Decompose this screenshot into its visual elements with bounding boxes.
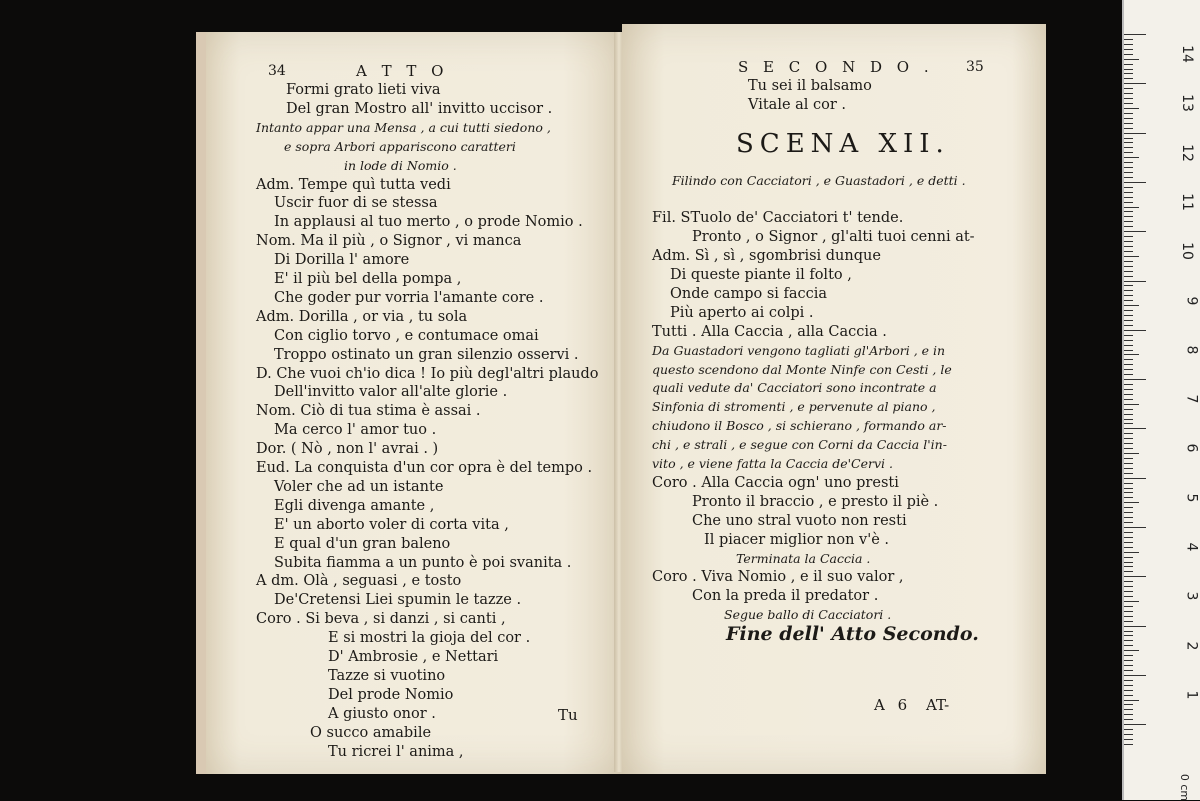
- ruler-tick: [1124, 690, 1133, 691]
- left_page-line: Coro . Si beva , si danzi , si canti ,: [256, 611, 506, 628]
- left_page-line: E' il più bel della pompa ,: [274, 271, 462, 287]
- ruler-tick: [1124, 359, 1133, 360]
- ruler-tick: [1124, 364, 1133, 365]
- ruler-tick: [1124, 192, 1133, 193]
- ruler-tick: [1124, 611, 1133, 612]
- ruler-tick: [1124, 133, 1146, 134]
- ruler-tick: [1124, 354, 1139, 355]
- ruler-tick: [1124, 645, 1133, 646]
- ruler-tick: [1124, 680, 1133, 681]
- left_page-line: A dm. Olà , seguasi , e tosto: [256, 573, 462, 590]
- right_page-line: Filindo con Cacciatori , e Guastadori , e detti .: [672, 172, 966, 188]
- ruler-number: 3: [1183, 591, 1200, 601]
- left_page-line: Nom. Ma il più , o Signor , vi manca: [256, 233, 522, 250]
- ruler-tick: [1124, 428, 1146, 429]
- right_page-line: Coro . Alla Caccia ogn' uno presti: [652, 474, 899, 491]
- ruler-unit-label: 0 cm: [1177, 773, 1191, 801]
- ruler-tick: [1124, 295, 1133, 296]
- ruler-tick: [1124, 709, 1133, 710]
- ruler-tick: [1124, 670, 1133, 671]
- left_page-line: Voler che ad un istante: [274, 478, 444, 495]
- ruler-tick: [1124, 177, 1133, 178]
- ruler-tick: [1124, 330, 1146, 331]
- ruler-tick: [1124, 409, 1133, 410]
- right_page-line: Pronto il braccio , e presto il piè .: [692, 493, 939, 510]
- left_page-line: Formi grato lieti viva: [286, 82, 441, 98]
- right_page-line: chiudono il Bosco , si schierano , formando ar-: [652, 418, 947, 434]
- ruler-tick: [1124, 276, 1133, 277]
- ruler-tick: [1124, 113, 1133, 114]
- ruler-tick: [1124, 384, 1133, 385]
- ruler-tick: [1124, 281, 1146, 282]
- ruler-tick: [1124, 202, 1133, 203]
- ruler-tick: [1124, 138, 1133, 139]
- ruler-tick: [1124, 522, 1133, 523]
- ruler-tick: [1124, 468, 1133, 469]
- ruler-tick: [1124, 251, 1133, 252]
- right_page-line: Onde campo si faccia: [670, 285, 828, 302]
- right_page-line: Con la preda il predator .: [692, 588, 879, 605]
- ruler-tick: [1124, 724, 1146, 725]
- ruler-tick: [1124, 103, 1133, 104]
- ruler-tick: [1124, 433, 1133, 434]
- ruler-tick: [1124, 557, 1133, 558]
- ruler-tick: [1124, 256, 1139, 257]
- scene-title: SCENA XII.: [736, 129, 950, 159]
- ruler-tick: [1124, 300, 1133, 301]
- right_page-line: Vitale al cor .: [748, 96, 847, 113]
- ruler-tick: [1124, 552, 1139, 553]
- ruler-tick: [1124, 78, 1133, 79]
- ruler-tick: [1124, 512, 1133, 513]
- left_page-line: E' un aborto voler di corta vita ,: [274, 516, 509, 533]
- ruler-tick: [1124, 211, 1133, 212]
- signature-mark: A 6: [874, 696, 912, 714]
- ruler-number: 9: [1183, 296, 1200, 305]
- right-catchword: AT-: [926, 696, 950, 714]
- left_page-line: Egli divenga amante ,: [274, 497, 435, 514]
- ruler-tick: [1124, 739, 1133, 740]
- left_page-line: in lode di Nomio .: [344, 157, 457, 173]
- ruler-number: 5: [1183, 493, 1200, 503]
- left-running-head: A T T O: [356, 62, 449, 80]
- ruler-tick: [1124, 73, 1133, 74]
- ruler-tick: [1124, 182, 1146, 183]
- left_page-line: e sopra Arbori appariscono caratteri: [284, 138, 516, 154]
- right_page-line: Di queste piante il folto ,: [670, 267, 852, 283]
- ruler-tick: [1124, 616, 1133, 617]
- ruler-tick: [1124, 685, 1133, 686]
- left_page-line: O succo amabile: [310, 724, 432, 741]
- ruler-number: 11: [1179, 192, 1196, 211]
- left_page-line: D' Ambrosie , e Nettari: [328, 649, 499, 665]
- ruler-tick: [1124, 88, 1133, 89]
- ruler-tick: [1124, 290, 1133, 291]
- ruler-tick: [1124, 162, 1133, 163]
- left_page-line: Tu ricrei l' anima ,: [328, 743, 464, 760]
- ruler-tick: [1124, 719, 1133, 720]
- ruler-tick: [1124, 700, 1139, 701]
- measuring-ruler: [1122, 0, 1200, 800]
- left_page-line: Tazze si vuotino: [328, 667, 446, 684]
- ruler-tick: [1124, 571, 1133, 572]
- right_page-line: Il piacer miglior non v'è .: [704, 531, 889, 548]
- left_page-line: A giusto onor .: [328, 705, 436, 722]
- ruler-tick: [1124, 315, 1133, 316]
- left_page-line: In applausi al tuo merto , o prode Nomio .: [274, 214, 583, 231]
- ruler-number: 8: [1183, 345, 1200, 355]
- right_page-line: questo scendono dal Monte Ninfe con Cesti , le: [652, 361, 952, 377]
- right_page-line: Segue ballo di Cacciatori .: [724, 607, 892, 623]
- ruler-tick: [1124, 172, 1133, 173]
- left_page-line: Eud. La conquista d'un cor opra è del tempo .: [256, 460, 593, 476]
- ruler-tick: [1124, 369, 1133, 370]
- ruler-tick: [1124, 631, 1133, 632]
- right_page-line: Da Guastadori vengono tagliati gl'Arbori , e in: [652, 342, 946, 358]
- ruler-tick: [1124, 419, 1133, 420]
- ruler-tick: [1124, 507, 1133, 508]
- ruler-tick: [1124, 404, 1139, 405]
- right_page-line: Che uno stral vuoto non resti: [692, 512, 907, 529]
- ruler-tick: [1124, 453, 1139, 454]
- ruler-number: 2: [1183, 641, 1200, 651]
- left_page-line: Intanto appar una Mensa , a cui tutti siedono ,: [256, 119, 551, 135]
- ruler-tick: [1124, 69, 1133, 70]
- left_page-line: Troppo ostinato un gran silenzio osservi .: [274, 346, 579, 363]
- ruler-tick: [1124, 379, 1146, 380]
- left_page-line: Nom. Ciò di tua stima è assai .: [256, 403, 481, 420]
- ruler-tick: [1124, 221, 1133, 222]
- ruler-tick: [1124, 566, 1133, 567]
- ruler-tick: [1124, 532, 1133, 533]
- left-page: [196, 32, 626, 774]
- ruler-tick: [1124, 44, 1133, 45]
- right_page-line: chi , e strali , e segue con Corni da Caccia l'in-: [652, 437, 947, 453]
- ruler-tick: [1124, 675, 1146, 676]
- left_page-line: Che goder pur vorria l'amante core .: [274, 289, 544, 306]
- ruler-tick: [1124, 108, 1139, 109]
- ruler-tick: [1124, 488, 1133, 489]
- ruler-tick: [1124, 640, 1133, 641]
- ruler-tick: [1124, 128, 1133, 129]
- ruler-tick: [1124, 744, 1133, 745]
- ruler-number: 1: [1183, 690, 1200, 700]
- ruler-tick: [1124, 660, 1133, 661]
- ruler-tick: [1124, 650, 1139, 651]
- right_page-line: Adm. Sì , sì , sgombrisi dunque: [652, 248, 881, 265]
- ruler-number: 12: [1179, 143, 1196, 162]
- right_page-line: Sinfonia di stromenti , e pervenute al piano ,: [652, 399, 936, 415]
- ruler-tick: [1124, 547, 1133, 548]
- ruler-tick: [1124, 394, 1133, 395]
- ruler-number: 4: [1183, 542, 1200, 552]
- ruler-tick: [1124, 586, 1133, 587]
- ruler-tick: [1124, 695, 1133, 696]
- ruler-tick: [1124, 207, 1139, 208]
- right_page-line: Terminata la Caccia .: [736, 550, 871, 566]
- ruler-tick: [1124, 305, 1139, 306]
- right_page-line: Tu sei il balsamo: [748, 78, 872, 94]
- right_page-line: Tutti . Alla Caccia , alla Caccia .: [652, 323, 887, 340]
- ruler-tick: [1124, 517, 1133, 518]
- left_page-line: De'Cretensi Liei spumin le tazze .: [274, 592, 522, 609]
- ruler-tick: [1124, 448, 1133, 449]
- ruler-tick: [1124, 714, 1133, 715]
- right_page-line: Più aperto ai colpi .: [670, 304, 814, 321]
- left_page-line: Con ciglio torvo , e contumace omai: [274, 327, 539, 344]
- ruler-tick: [1124, 537, 1133, 538]
- ruler-tick: [1124, 93, 1133, 94]
- ruler-number: 6: [1183, 443, 1200, 453]
- left_page-line: Del gran Mostro all' invitto uccisor .: [286, 100, 553, 117]
- left_page-line: Subita fiamma a un punto è poi svanita .: [274, 554, 572, 571]
- left-catchword: Tu: [558, 706, 578, 724]
- ruler-tick: [1124, 458, 1133, 459]
- ruler-tick: [1124, 34, 1146, 35]
- left_page-line: D. Che vuoi ch'io dica ! Io più degl'altri plaudo: [256, 365, 599, 382]
- ruler-tick: [1124, 231, 1146, 232]
- ruler-tick: [1124, 187, 1133, 188]
- ruler-tick: [1124, 335, 1133, 336]
- ruler-tick: [1124, 167, 1133, 168]
- ruler-tick: [1124, 83, 1146, 84]
- ruler-tick: [1124, 39, 1133, 40]
- ruler-tick: [1124, 591, 1133, 592]
- ruler-tick: [1124, 621, 1133, 622]
- ruler-tick: [1124, 542, 1133, 543]
- ruler-tick: [1124, 320, 1133, 321]
- ruler-tick: [1124, 241, 1133, 242]
- ruler-tick: [1124, 216, 1133, 217]
- ruler-tick: [1124, 704, 1133, 705]
- ruler-tick: [1124, 157, 1139, 158]
- ruler-tick: [1124, 49, 1133, 50]
- ruler-tick: [1124, 655, 1133, 656]
- left_page-line: Ma cerco l' amor tuo .: [274, 422, 437, 439]
- ruler-tick: [1124, 285, 1133, 286]
- ruler-tick: [1124, 325, 1133, 326]
- ruler-tick: [1124, 98, 1133, 99]
- ruler-tick: [1124, 266, 1133, 267]
- ruler-tick: [1124, 438, 1133, 439]
- ruler-tick: [1124, 345, 1133, 346]
- ruler-tick: [1124, 142, 1133, 143]
- ruler-tick: [1124, 562, 1133, 563]
- ruler-tick: [1124, 497, 1133, 498]
- ruler-tick: [1124, 261, 1133, 262]
- act-ending: Fine dell' Atto Secondo.: [726, 623, 979, 645]
- left_page-line: Del prode Nomio: [328, 686, 454, 703]
- ruler-tick: [1124, 152, 1133, 153]
- ruler-tick: [1124, 473, 1133, 474]
- right_page-line: vito , e viene fatta la Caccia de'Cervi .: [652, 456, 893, 471]
- ruler-tick: [1124, 246, 1133, 247]
- ruler-tick: [1124, 576, 1146, 577]
- ruler-tick: [1124, 197, 1133, 198]
- ruler-tick: [1124, 635, 1133, 636]
- ruler-tick: [1124, 581, 1133, 582]
- right-page: [622, 24, 1046, 774]
- ruler-tick: [1124, 478, 1146, 479]
- ruler-tick: [1124, 389, 1133, 390]
- ruler-tick: [1124, 483, 1133, 484]
- ruler-tick: [1124, 502, 1139, 503]
- ruler-number: 10: [1179, 242, 1196, 261]
- ruler-tick: [1124, 271, 1133, 272]
- left_page-line: Di Dorilla l' amore: [274, 252, 410, 269]
- left_page-line: E qual d'un gran baleno: [274, 535, 451, 552]
- left_page-line: Dell'invitto valor all'alte glorie .: [274, 384, 508, 401]
- right_page-line: Pronto , o Signor , gl'alti tuoi cenni at-: [692, 229, 975, 246]
- ruler-tick: [1124, 54, 1133, 55]
- ruler-tick: [1124, 340, 1133, 341]
- left_page-line: E si mostri la gioja del cor .: [328, 630, 531, 647]
- ruler-tick: [1124, 626, 1146, 627]
- ruler-tick: [1124, 59, 1139, 60]
- ruler-tick: [1124, 226, 1133, 227]
- ruler-tick: [1124, 147, 1133, 148]
- ruler-tick: [1124, 734, 1133, 735]
- ruler-tick: [1124, 374, 1133, 375]
- right-page-number: 35: [966, 59, 984, 75]
- ruler-tick: [1124, 665, 1133, 666]
- ruler-tick: [1124, 123, 1133, 124]
- ruler-tick: [1124, 443, 1133, 444]
- left_page-line: Adm. Dorilla , or via , tu sola: [256, 308, 468, 325]
- ruler-tick: [1124, 492, 1133, 493]
- right_page-line: Coro . Viva Nomio , e il suo valor ,: [652, 569, 904, 586]
- ruler-tick: [1124, 350, 1133, 351]
- right-running-head: S E C O N D O .: [738, 58, 934, 76]
- ruler-number: 13: [1179, 94, 1196, 113]
- right_page-line: quali vedute da' Cacciatori sono incontrate a: [652, 380, 937, 396]
- left-page-number: 34: [268, 63, 286, 79]
- left_page-line: Dor. ( Nò , non l' avrai . ): [256, 441, 439, 458]
- right_page-line: Fil. STuolo de' Cacciatori t' tende.: [652, 210, 904, 227]
- ruler-tick: [1124, 729, 1133, 730]
- ruler-tick: [1124, 601, 1139, 602]
- open-book: [188, 22, 1054, 774]
- ruler-tick: [1124, 414, 1133, 415]
- ruler-tick: [1124, 118, 1133, 119]
- left_page-line: Uscir fuor di se stessa: [274, 195, 438, 212]
- ruler-number: 14: [1179, 45, 1196, 63]
- ruler-tick: [1124, 606, 1133, 607]
- ruler-tick: [1124, 64, 1133, 65]
- ruler-tick: [1124, 527, 1146, 528]
- ruler-tick: [1124, 236, 1133, 237]
- ruler-tick: [1124, 399, 1133, 400]
- left_page-line: Adm. Tempe quì tutta vedi: [256, 176, 451, 193]
- ruler-tick: [1124, 423, 1133, 424]
- ruler-tick: [1124, 596, 1133, 597]
- ruler-tick: [1124, 463, 1133, 464]
- ruler-number: 7: [1183, 394, 1200, 404]
- ruler-tick: [1124, 310, 1133, 311]
